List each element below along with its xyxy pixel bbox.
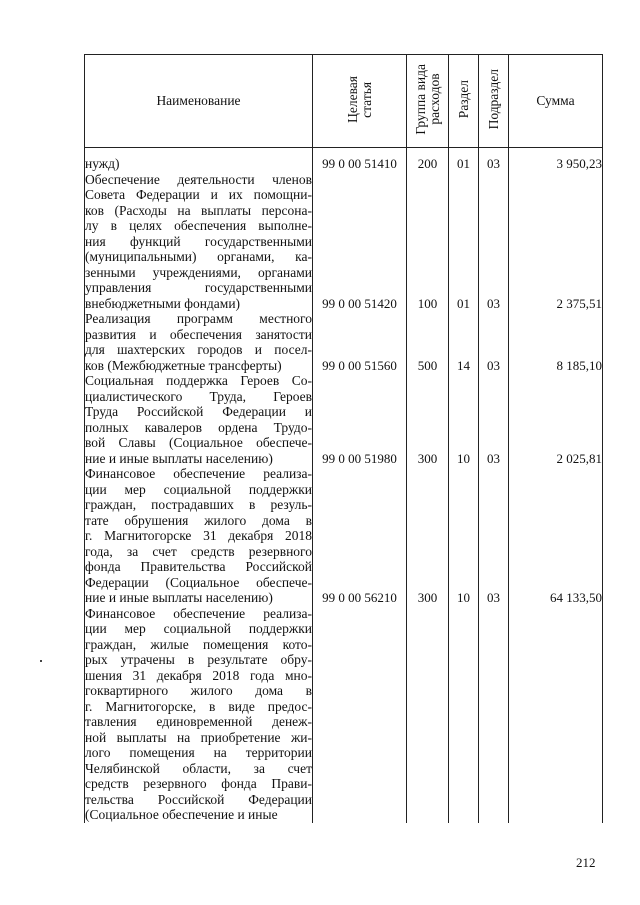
row-target-article-value: 99 0 00 56210	[322, 590, 397, 605]
name-line: для шахтерских городов и посел-	[85, 342, 312, 357]
row-name	[85, 606, 313, 823]
row-expense-group	[407, 311, 449, 373]
name-line: Финансовое обеспечение реализа-	[85, 605, 312, 621]
name-line: ков (Расходы на выплаты персона-	[85, 202, 312, 218]
row-target-article	[313, 172, 407, 312]
row-target-article-value: 99 0 00 51410	[322, 156, 397, 171]
table-row	[85, 606, 603, 823]
row-section-value: 01	[457, 156, 470, 171]
name-line: Федерации (Социальное обеспече-	[85, 574, 312, 590]
row-expense-group	[407, 172, 449, 312]
row-amount-value: 3 950,23	[556, 156, 602, 171]
row-amount-value: 2 025,81	[556, 450, 602, 466]
row-amount	[509, 466, 603, 606]
row-target-article-value: 99 0 00 51980	[322, 450, 397, 466]
name-line: вой Славы (Социальное обеспече-	[85, 435, 312, 450]
row-section	[449, 311, 479, 373]
name-line: управления государственными	[85, 280, 312, 295]
row-subsection-value: 03	[487, 156, 500, 171]
row-expense-group-value: 300	[417, 450, 438, 466]
name-line: циалистического Труда, Героев	[85, 388, 312, 404]
row-target-article-value	[313, 606, 406, 808]
name-line: г. Магнитогорске, в виде предос-	[85, 698, 312, 714]
name-line: гоквартирного жилого дома в	[85, 683, 312, 698]
row-amount-value: 64 133,50	[550, 590, 602, 605]
name-line: ков (Межбюджетные трансферты)	[85, 357, 282, 373]
header-target-article: Целевая статья	[313, 55, 407, 148]
name-line: развития и обеспечения занятости	[85, 326, 312, 342]
row-subsection	[479, 466, 509, 606]
page-number: 212	[576, 855, 596, 870]
name-line: ции мер социальной поддержки	[85, 481, 312, 497]
row-section-value: 14	[457, 357, 470, 373]
row-expense-group	[407, 156, 449, 172]
table-row	[85, 156, 603, 172]
row-target-article-value: 99 0 00 51420	[322, 295, 397, 311]
row-name	[85, 466, 313, 606]
name-line: граждан, жилые помещения кото-	[85, 636, 312, 652]
name-line: зенными учреждениями, органами	[85, 264, 312, 280]
row-expense-group	[407, 606, 449, 823]
row-section	[449, 156, 479, 172]
name-line: фонда Правительства Российской	[85, 559, 312, 574]
row-subsection-value: 03	[487, 295, 500, 311]
name-line: лого помещения на территории	[85, 745, 312, 760]
name-line: полных кавалеров ордена Трудо-	[85, 419, 312, 435]
name-line: ние и иные выплаты населению)	[85, 590, 273, 605]
row-target-article	[313, 466, 407, 606]
name-line: средств резервного фонда Прави-	[85, 776, 312, 791]
name-line: (муниципальными) органами, ка-	[85, 249, 312, 264]
header-expense-group: Группа вида расходов	[407, 55, 449, 148]
name-line: Труда Российской Федерации и	[85, 404, 312, 419]
row-expense-group	[407, 373, 449, 466]
row-expense-group-value: 200	[417, 156, 438, 171]
name-line: Социальная поддержка Героев Со-	[85, 373, 312, 388]
table-row	[85, 373, 603, 466]
row-amount-value: 2 375,51	[556, 295, 602, 311]
name-line: рых утрачены в результате обру-	[85, 652, 312, 667]
row-section-value: 10	[457, 590, 470, 605]
table-row	[85, 466, 603, 606]
header-name: Наименование	[85, 55, 313, 148]
stray-mark	[40, 660, 42, 662]
name-line: ции мер социальной поддержки	[85, 621, 312, 636]
table-body	[85, 156, 603, 823]
row-target-article	[313, 156, 407, 172]
name-line: тате обрушения жилого дома в	[85, 512, 312, 528]
name-line: ние и иные выплаты населению)	[85, 450, 273, 466]
row-expense-group-value: 300	[417, 590, 438, 605]
row-name	[85, 172, 313, 312]
row-name	[85, 311, 313, 373]
row-amount	[509, 156, 603, 172]
row-section	[449, 606, 479, 823]
name-line: ния функций государственными	[85, 233, 312, 249]
header-subsection: Подраздел	[479, 55, 509, 148]
name-line: лу в целях обеспечения выполне-	[85, 218, 312, 233]
row-amount-value	[509, 606, 602, 808]
row-amount	[509, 311, 603, 373]
row-amount	[509, 606, 603, 823]
row-name	[85, 156, 313, 172]
row-expense-group-value: 500	[417, 357, 438, 373]
name-line: шения 31 декабря 2018 года мно-	[85, 667, 312, 683]
row-subsection	[479, 606, 509, 823]
budget-table	[84, 54, 603, 823]
row-section-value: 01	[457, 295, 470, 311]
name-line: внебюджетными фондами)	[85, 295, 241, 311]
name-line: Совета Федерации и их помощни-	[85, 187, 312, 202]
row-subsection-value: 03	[487, 357, 500, 373]
row-amount	[509, 172, 603, 312]
row-section	[449, 172, 479, 312]
name-line: Финансовое обеспечение реализа-	[85, 466, 312, 481]
table-row	[85, 311, 603, 373]
row-subsection	[479, 373, 509, 466]
name-line: нужд)	[85, 156, 120, 171]
row-section-value	[449, 606, 478, 808]
header-amount: Сумма	[509, 55, 603, 148]
row-expense-group-value	[407, 606, 448, 808]
row-expense-group-value: 100	[417, 295, 438, 311]
row-target-article-value: 99 0 00 51560	[322, 357, 397, 373]
name-line: тельства Российской Федерации	[85, 791, 312, 807]
row-subsection-value	[479, 606, 508, 808]
header-section: Раздел	[449, 55, 479, 148]
row-section	[449, 466, 479, 606]
row-subsection-value: 03	[487, 590, 500, 605]
row-section	[449, 373, 479, 466]
name-line: граждан, пострадавших в резуль-	[85, 497, 312, 512]
row-subsection-value: 03	[487, 450, 500, 466]
row-section-value: 10	[457, 450, 470, 466]
row-subsection	[479, 311, 509, 373]
table-header-row	[85, 55, 603, 148]
row-amount-value: 8 185,10	[556, 357, 602, 373]
name-line: Реализация программ местного	[85, 311, 312, 326]
row-name	[85, 373, 313, 466]
row-target-article	[313, 311, 407, 373]
row-expense-group	[407, 466, 449, 606]
header-spacer-row	[85, 148, 603, 157]
name-line: ной выплаты на приобретение жи-	[85, 729, 312, 745]
name-line: тавления единовременной денеж-	[85, 714, 312, 729]
name-line: Челябинской области, за счет	[85, 760, 312, 776]
name-line: Обеспечение деятельности членов	[85, 171, 312, 187]
row-amount	[509, 373, 603, 466]
name-line: года, за счет средств резервного	[85, 543, 312, 559]
row-target-article	[313, 606, 407, 823]
row-target-article	[313, 373, 407, 466]
table-row	[85, 172, 603, 312]
row-subsection	[479, 156, 509, 172]
row-subsection	[479, 172, 509, 312]
name-line: г. Магнитогорске 31 декабря 2018	[85, 528, 312, 543]
name-line: (Социальное обеспечение и иные	[85, 807, 278, 822]
